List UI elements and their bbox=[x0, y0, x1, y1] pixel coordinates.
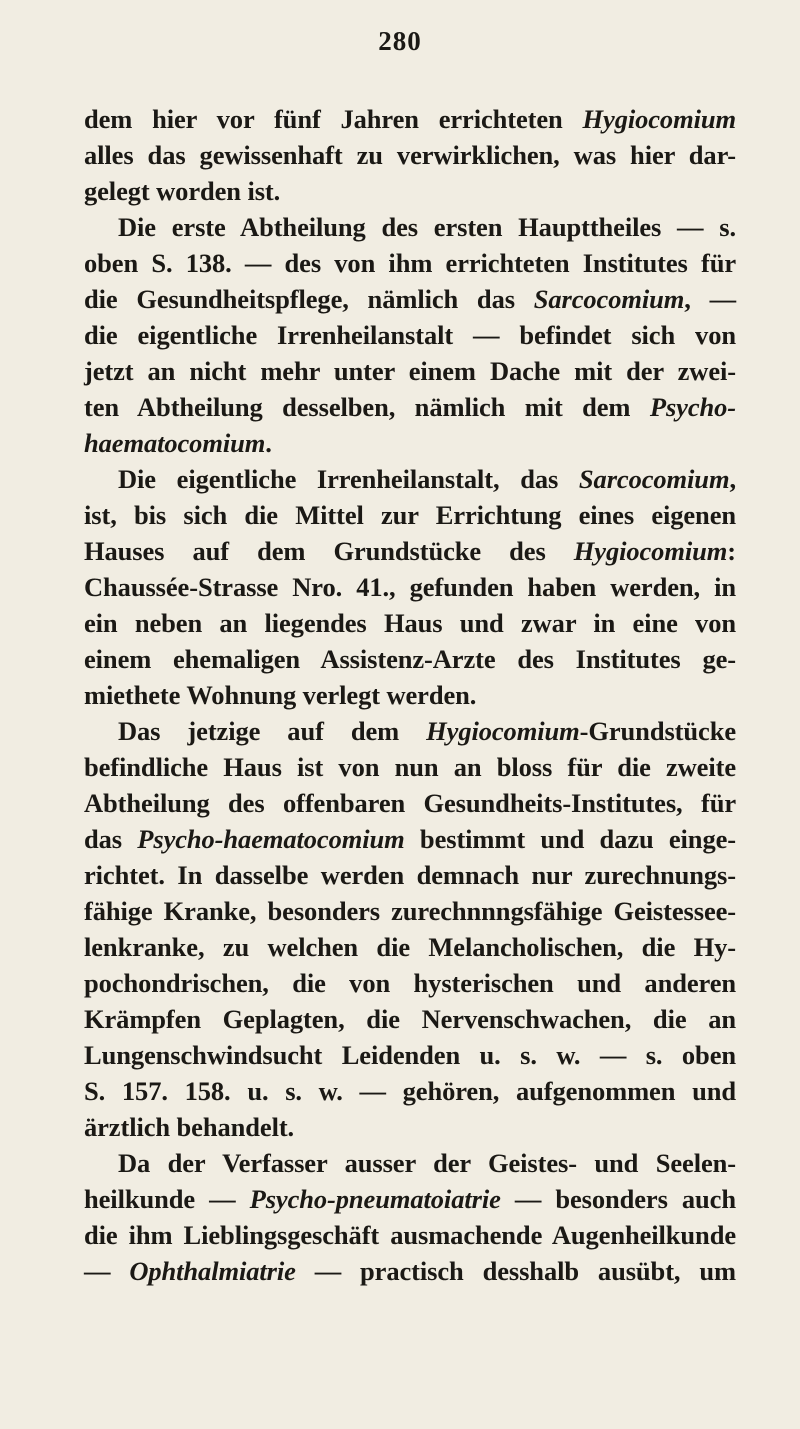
text-line bbox=[84, 857, 736, 893]
italic-term: Psycho- bbox=[649, 392, 736, 422]
text-line bbox=[84, 461, 736, 497]
text-run: : bbox=[727, 536, 736, 566]
text-run: einem ehemaligen Assistenz-Arzte des Institutes ge- bbox=[84, 644, 736, 674]
text-line bbox=[84, 605, 736, 641]
text-run: pochondrischen, die von hysterischen und anderen bbox=[84, 968, 736, 998]
text-line bbox=[84, 929, 736, 965]
italic-term: Psycho-haematocomium bbox=[137, 824, 405, 854]
italic-term: Hygiocomium bbox=[426, 716, 580, 746]
italic-term: haematocomium bbox=[84, 428, 266, 458]
text-run: ärztlich behandelt. bbox=[84, 1112, 295, 1142]
text-run: Die erste Abtheilung des ersten Haupttheiles — s. bbox=[118, 212, 736, 242]
text-line bbox=[84, 749, 736, 785]
text-run: heilkunde — bbox=[84, 1184, 250, 1214]
text-line bbox=[84, 209, 736, 245]
text-line bbox=[84, 353, 736, 389]
text-line bbox=[84, 821, 736, 857]
text-run: — practisch desshalb ausübt, um bbox=[295, 1256, 736, 1286]
italic-term: Sarcocomium bbox=[533, 284, 685, 314]
text-run: Chaussée-Strasse Nro. 41., gefunden haben werden, in bbox=[84, 572, 736, 602]
text-line bbox=[84, 533, 736, 569]
text-run: , bbox=[729, 464, 736, 494]
text-line bbox=[84, 785, 736, 821]
text-line bbox=[84, 1109, 736, 1145]
text-line bbox=[84, 641, 736, 677]
text-line bbox=[84, 1217, 736, 1253]
text-run: die Gesundheitspflege, nämlich das bbox=[84, 284, 534, 314]
text-line bbox=[84, 1001, 736, 1037]
text-line bbox=[84, 965, 736, 1001]
text-run: die eigentliche Irrenheilanstalt — befindet sich von bbox=[84, 320, 736, 350]
text-run: bestimmt und dazu einge- bbox=[404, 824, 736, 854]
text-run: . bbox=[265, 428, 272, 458]
page-number: 280 bbox=[378, 26, 422, 56]
text-run: das bbox=[84, 824, 138, 854]
text-run: Die eigentliche Irrenheilanstalt, das bbox=[118, 464, 579, 494]
italic-term: Ophthalmiatrie bbox=[129, 1256, 296, 1286]
italic-term: Hygiocomium bbox=[582, 104, 736, 134]
text-run: oben S. 138. — des von ihm errichteten Institutes für bbox=[84, 248, 736, 278]
text-run: ten Abtheilung desselben, nämlich mit dem bbox=[84, 392, 650, 422]
text-run: S. 157. 158. u. s. w. — gehören, aufgenommen und bbox=[84, 1076, 736, 1106]
text-run: -Grundstücke bbox=[579, 716, 736, 746]
text-run: Hauses auf dem Grundstücke des bbox=[84, 536, 574, 566]
text-line bbox=[84, 425, 736, 461]
text-run: — bbox=[84, 1256, 130, 1286]
text-run: Da der Verfasser ausser der Geistes- und Seelen- bbox=[118, 1148, 736, 1178]
text-line bbox=[84, 497, 736, 533]
text-run: die ihm Lieblingsgeschäft ausmachende Augenheilkunde bbox=[84, 1220, 736, 1250]
text-run: Lungenschwindsucht Leidenden u. s. w. — s. oben bbox=[84, 1040, 736, 1070]
text-line bbox=[84, 245, 736, 281]
text-run: Krämpfen Geplagten, die Nervenschwachen, die an bbox=[84, 1004, 736, 1034]
text-line bbox=[84, 389, 736, 425]
text-run: richtet. In dasselbe werden demnach nur zurechnungs- bbox=[84, 860, 736, 890]
text-run: Abtheilung des offenbaren Gesundheits-Institutes, für bbox=[84, 788, 736, 818]
text-line bbox=[84, 1073, 736, 1109]
text-line bbox=[84, 317, 736, 353]
text-run: befindliche Haus ist von nun an bloss für die zweite bbox=[84, 752, 736, 782]
text-run: ist, bis sich die Mittel zur Errichtung eines eigenen bbox=[84, 500, 736, 530]
text-run: alles das gewissenhaft zu verwirklichen, was hier dar- bbox=[84, 140, 736, 170]
text-run: Das jetzige auf dem bbox=[118, 716, 427, 746]
text-line bbox=[84, 137, 736, 173]
text-run: gelegt worden ist. bbox=[84, 176, 281, 206]
text-line bbox=[84, 1145, 736, 1181]
text-line bbox=[84, 677, 736, 713]
text-line bbox=[84, 281, 736, 317]
text-line bbox=[84, 1181, 736, 1217]
text-run: , — bbox=[684, 284, 736, 314]
text-run: jetzt an nicht mehr unter einem Dache mit der zwei- bbox=[84, 356, 736, 386]
text-line bbox=[84, 1253, 736, 1289]
text-line bbox=[84, 1037, 736, 1073]
text-run: lenkranke, zu welchen die Melancholischen, die Hy- bbox=[84, 932, 736, 962]
text-line bbox=[84, 713, 736, 749]
text-line bbox=[84, 173, 736, 209]
text-run: fähige Kranke, besonders zurechnnngsfähige Geistessee- bbox=[84, 896, 736, 926]
text-line bbox=[84, 101, 736, 137]
text-run: — besonders auch bbox=[500, 1184, 736, 1214]
italic-term: Hygiocomium bbox=[573, 536, 728, 566]
italic-term: Psycho-pneumatoiatrie bbox=[249, 1184, 501, 1214]
text-line bbox=[84, 893, 736, 929]
text-run: miethete Wohnung verlegt werden. bbox=[84, 680, 477, 710]
italic-term: Sarcocomium bbox=[578, 464, 730, 494]
text-run: ein neben an liegendes Haus und zwar in eine von bbox=[84, 608, 736, 638]
text-run: dem hier vor fünf Jahren errichteten bbox=[84, 104, 583, 134]
body-text bbox=[84, 101, 736, 1289]
text-line bbox=[84, 569, 736, 605]
